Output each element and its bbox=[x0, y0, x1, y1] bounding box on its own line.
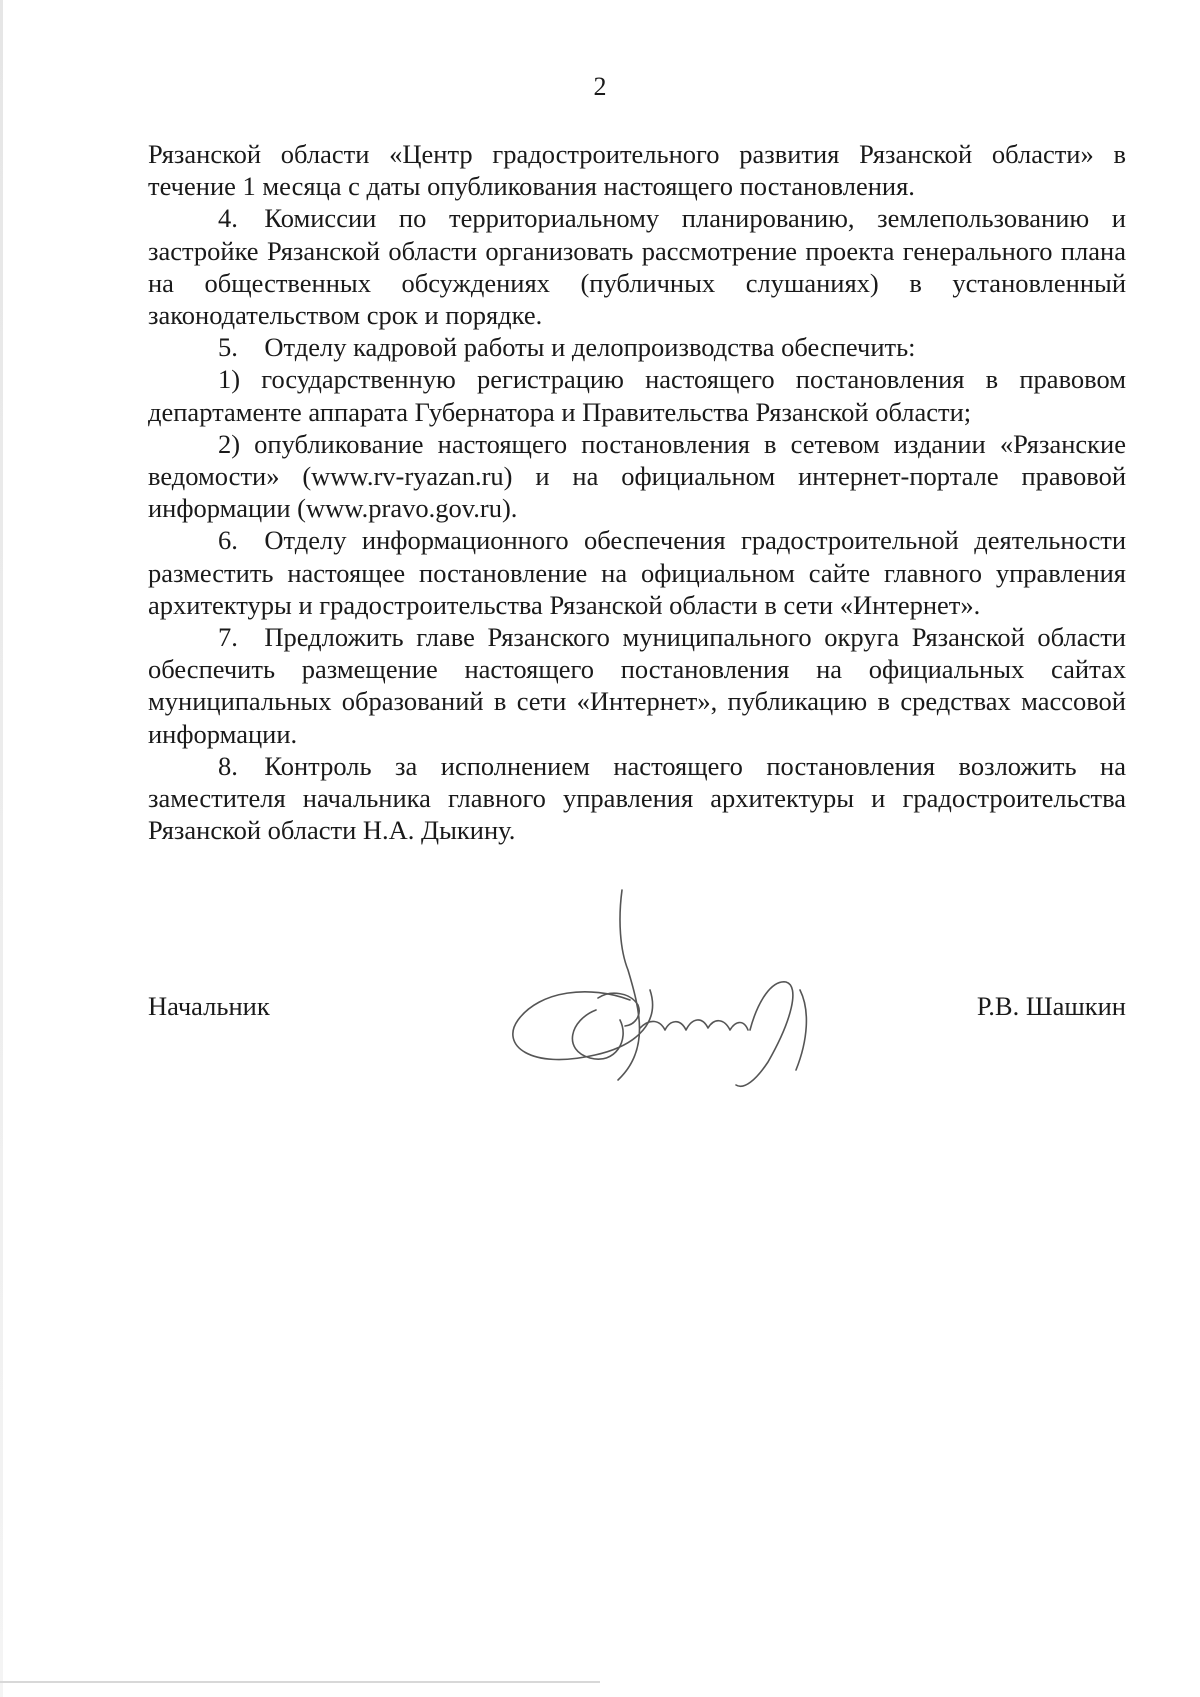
paragraph-item-8: 8. Контроль за исполнением настоящего постановления возложить на заместителя начальника главного управления архитектуры и градостроительства Рязанской области Н.А. Дыкину. bbox=[148, 750, 1126, 846]
document-body bbox=[148, 138, 1126, 846]
paragraph-item-7: 7. Предложить главе Рязанского муниципального округа Рязанской области обеспечить размещение настоящего постановления на официальных сайтах муниципальных образований в сети «Интернет», публикацию в средствах массовой информации. bbox=[148, 622, 1126, 749]
scan-edge bbox=[0, 1681, 600, 1683]
paragraph-item-6: 6. Отделу информационного обеспечения градостроительной деятельности разместить настоящее постановление на официальном сайте главного управления архитектуры и градостроительства Рязанской области в сети «Интернет». bbox=[148, 525, 1126, 620]
paragraph-subitem-2: 2) опубликование настоящего постановления в сетевом издании «Рязанские ведомости» (www.rv-ryazan.ru) и на официальном интернет-портале правовой информации (www.pravo.gov.ru). bbox=[148, 428, 1126, 524]
handwritten-signature bbox=[500, 880, 860, 1100]
page-number: 2 bbox=[593, 72, 607, 101]
scan-edge bbox=[0, 0, 3, 1697]
signer-title: Начальник bbox=[148, 991, 270, 1021]
signer-name: Р.В. Шашкин bbox=[976, 991, 1126, 1021]
paragraph-item-5: 5. Отделу кадровой работы и делопроизводства обеспечить: bbox=[218, 332, 916, 363]
paragraph-continuation: Рязанской области «Центр градостроительного развития Рязанской области» в течение 1 месяца с даты опубликования настоящего постановления. bbox=[148, 139, 1126, 202]
paragraph-item-4: 4. Комиссии по территориальному планированию, землепользованию и застройке Рязанской области организовать рассмотрение проекта генерального плана на общественных обсуждениях (публичных слушаниях) в установленный законодательством срок и порядке. bbox=[148, 203, 1126, 331]
paragraph-subitem-1: 1) государственную регистрацию настоящего постановления в правовом департаменте аппарата Губернатора и Правительства Рязанской области; bbox=[148, 364, 1126, 427]
